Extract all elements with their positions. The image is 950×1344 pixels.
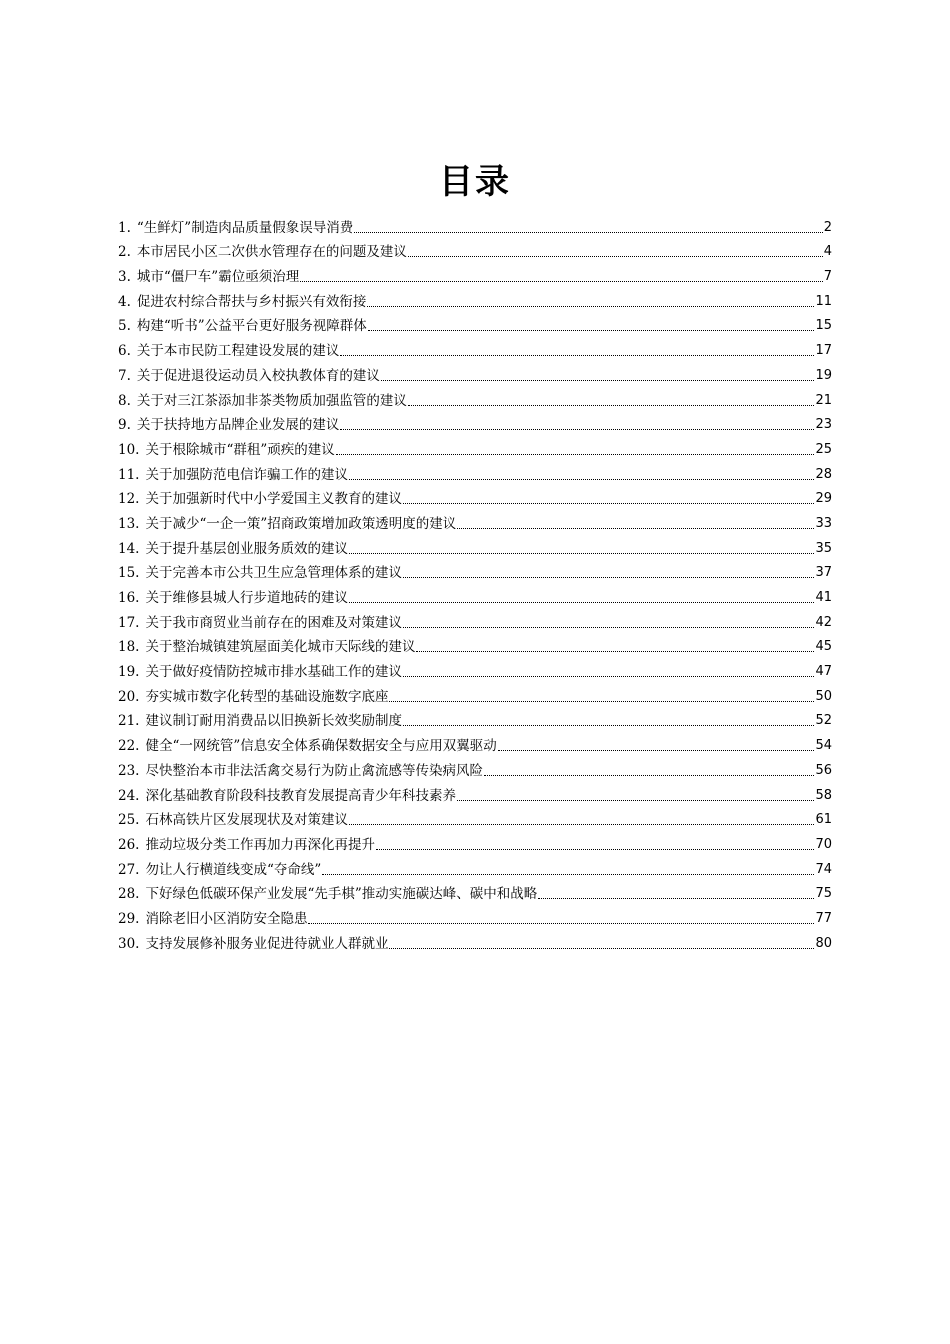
toc-entry-page-number: 80: [815, 935, 832, 951]
toc-entry-title: 本市居民小区二次供水管理存在的问题及建议: [136, 244, 407, 261]
toc-entry-page-number: 70: [815, 836, 832, 852]
toc-entry[interactable]: [118, 459, 832, 484]
toc-dot-leader: [349, 822, 814, 825]
toc-entry-title: 下好绿色低碳环保产业发展“先手棋”推动实施碳达峰、碳中和战略: [145, 886, 538, 903]
toc-entry[interactable]: [118, 484, 832, 509]
toc-entry-page-number: 54: [815, 738, 832, 754]
toc-entry-number: 27.: [118, 861, 140, 878]
toc-entry-number: 14.: [118, 540, 140, 557]
toc-entry-title: 深化基础教育阶段科技教育发展提高青少年科技素养: [145, 787, 456, 804]
toc-entry-page-number: 19: [815, 367, 832, 383]
toc-dot-leader: [336, 452, 815, 455]
toc-dot-leader: [403, 723, 814, 726]
toc-entry-page-number: 25: [815, 441, 832, 457]
toc-entry-title: 关于做好疫情防控城市排水基础工作的建议: [145, 664, 402, 681]
toc-entry-number: 24.: [118, 787, 140, 804]
toc-entry-number: 13.: [118, 515, 140, 532]
toc-entry-number: 28.: [118, 886, 140, 903]
toc-dot-leader: [368, 328, 815, 331]
toc-entry-title: 关于完善本市公共卫生应急管理体系的建议: [145, 565, 402, 582]
toc-entry-title: 关于整治城镇建筑屋面美化城市天际线的建议: [145, 639, 416, 656]
toc-entry[interactable]: [118, 286, 832, 311]
toc-entry-page-number: 74: [815, 861, 832, 877]
toc-dot-leader: [457, 798, 814, 801]
toc-entry-title: 关于促进退役运动员入校执教体育的建议: [136, 367, 380, 384]
toc-entry-number: 16.: [118, 590, 140, 606]
toc-entry[interactable]: [118, 681, 832, 706]
toc-entry-title: 城市“僵尸车”霸位亟须治理: [136, 269, 300, 286]
toc-entry-page-number: 29: [815, 491, 832, 507]
toc-entry-title: 关于我市商贸业当前存在的困难及对策建议: [145, 614, 402, 631]
toc-dot-leader: [381, 378, 815, 381]
toc-entry-number: 4.: [118, 293, 131, 310]
toc-entry-number: 15.: [118, 565, 140, 582]
toc-dot-leader: [416, 649, 814, 652]
toc-entry-title: 消除老旧小区消防安全隐患: [145, 910, 308, 927]
toc-entry-title: 关于提升基层创业服务质效的建议: [145, 540, 348, 557]
toc-dot-leader: [498, 748, 815, 751]
toc-dot-leader: [349, 551, 814, 554]
toc-entry-page-number: 23: [815, 417, 832, 433]
toc-entry-title: 关于加强防范电信诈骗工作的建议: [145, 466, 348, 483]
toc-entry[interactable]: [118, 730, 832, 755]
toc-entry-title: 支持发展修补服务业促进待就业人群就业: [145, 935, 389, 952]
toc-entry[interactable]: [118, 632, 832, 657]
toc-entry-number: 5.: [118, 318, 131, 335]
toc-entry[interactable]: [118, 755, 832, 780]
toc-entry-title: 关于维修县城人行步道地砖的建议: [145, 590, 348, 606]
toc-entry-number: 29.: [118, 910, 140, 927]
toc-dot-leader: [403, 674, 814, 677]
toc-entry-number: 25.: [118, 812, 140, 829]
toc-dot-leader: [340, 427, 814, 430]
toc-entry-page-number: 37: [815, 565, 832, 581]
toc-entry[interactable]: [118, 829, 832, 854]
toc-entry-title: 构建“听书”公益平台更好服务视障群体: [136, 318, 367, 335]
toc-entry-page-number: 33: [815, 515, 832, 531]
toc-entry[interactable]: [118, 879, 832, 904]
toc-entry[interactable]: [118, 410, 832, 435]
toc-dot-leader: [403, 625, 814, 628]
toc-entry-title: 建议制订耐用消费品以旧换新长效奖励制度: [145, 713, 402, 730]
toc-entry-title: 关于减少“一企一策”招商政策增加政策透明度的建议: [145, 515, 457, 532]
toc-entry-number: 23.: [118, 762, 140, 779]
toc-entry[interactable]: [118, 607, 832, 632]
toc-entry-number: 11.: [118, 466, 140, 483]
toc-entry[interactable]: [118, 212, 832, 237]
toc-entry-number: 12.: [118, 491, 140, 508]
toc-entry-page-number: 58: [815, 787, 832, 803]
toc-entry-page-number: 41: [815, 590, 832, 605]
toc-entry-page-number: 77: [815, 910, 832, 926]
toc-entry-number: 20.: [118, 688, 140, 705]
toc-entry-title: 关于加强新时代中小学爱国主义教育的建议: [145, 491, 402, 508]
toc-entry-title: 夯实城市数字化转型的基础设施数字底座: [145, 688, 389, 705]
toc-entry[interactable]: [118, 706, 832, 731]
toc-entry-number: 9.: [118, 417, 131, 434]
toc-entry[interactable]: [118, 385, 832, 410]
toc-entry-number: 30.: [118, 935, 140, 952]
toc-entry-title: 石林高铁片区发展现状及对策建议: [145, 812, 348, 829]
toc-entry-number: 26.: [118, 836, 140, 853]
toc-dot-leader: [308, 921, 814, 924]
toc-entry-title: 尽快整治本市非法活禽交易行为防止禽流感等传染病风险: [145, 762, 483, 779]
toc-dot-leader: [403, 575, 814, 578]
toc-entry[interactable]: [118, 311, 832, 336]
toc-entry-number: 3.: [118, 269, 131, 286]
toc-entry-number: 1.: [118, 219, 131, 236]
toc-entry-page-number: 7: [823, 269, 832, 285]
toc-entry-title: 促进农村综合帮扶与乡村振兴有效衔接: [136, 293, 367, 310]
toc-dot-leader: [322, 872, 814, 875]
toc-dot-leader: [457, 526, 814, 529]
toc-dot-leader: [408, 254, 823, 257]
toc-dot-leader: [389, 699, 814, 702]
toc-entry[interactable]: [118, 805, 832, 830]
toc-entry-page-number: 52: [815, 713, 832, 729]
toc-entry-page-number: 45: [815, 639, 832, 655]
toc-dot-leader: [484, 773, 814, 776]
toc-dot-leader: [376, 847, 814, 850]
toc-entry[interactable]: [118, 335, 832, 360]
toc-entry[interactable]: [118, 434, 832, 459]
toc-entry-page-number: 56: [815, 762, 832, 778]
toc-entry-page-number: 11: [815, 293, 832, 309]
toc-entry-number: 8.: [118, 392, 131, 409]
toc-entry-number: 17.: [118, 614, 140, 631]
toc-entry-title: 健全“一网统管”信息安全体系确保数据安全与应用双翼驱动: [145, 738, 497, 755]
toc-dot-leader: [367, 304, 814, 307]
toc-entry-number: 19.: [118, 664, 140, 681]
toc-entry-page-number: 50: [815, 688, 832, 704]
toc-entry[interactable]: [118, 656, 832, 681]
toc-entry[interactable]: [118, 558, 832, 583]
toc-entry-title: 关于根除城市“群租”顽疾的建议: [145, 441, 335, 458]
toc-dot-leader: [300, 279, 823, 282]
toc-entry-page-number: 47: [815, 664, 832, 680]
toc-dot-leader: [538, 896, 814, 899]
toc-entry-title: “生鲜灯”制造肉品质量假象误导消费: [136, 219, 354, 236]
toc-entry[interactable]: [118, 508, 832, 533]
toc-entry[interactable]: [118, 237, 832, 262]
toc-entry-number: 21.: [118, 713, 140, 730]
toc-entry-page-number: 21: [815, 392, 832, 408]
toc-dot-leader: [349, 477, 814, 480]
toc-entry-number: 10.: [118, 441, 140, 458]
toc-entry-page-number: 61: [815, 812, 832, 828]
toc-entry-number: 2.: [118, 244, 131, 261]
toc-list: [118, 212, 832, 953]
toc-entry[interactable]: [118, 780, 832, 805]
toc-entry-page-number: 15: [815, 318, 832, 334]
toc-entry-title: 关于本市民防工程建设发展的建议: [136, 343, 340, 360]
toc-entry-title: 关于扶持地方品牌企业发展的建议: [136, 417, 340, 434]
toc-entry[interactable]: [118, 360, 832, 385]
toc-entry[interactable]: [118, 261, 832, 286]
toc-entry-page-number: 75: [815, 886, 832, 902]
toc-entry[interactable]: [118, 928, 832, 953]
toc-entry[interactable]: [118, 582, 832, 607]
toc-entry-page-number: 28: [815, 466, 832, 482]
toc-dot-leader: [349, 600, 814, 603]
toc-entry-number: 18.: [118, 639, 140, 656]
toc-entry[interactable]: [118, 533, 832, 558]
toc-entry-title: 勿让人行横道线变成“夺命线”: [145, 861, 322, 878]
toc-entry-number: 22.: [118, 738, 140, 755]
toc-entry-page-number: 2: [823, 219, 832, 235]
toc-dot-leader: [408, 403, 815, 406]
toc-entry-page-number: 4: [823, 244, 832, 260]
toc-entry[interactable]: [118, 903, 832, 928]
toc-dot-leader: [340, 353, 814, 356]
toc-entry-page-number: 35: [815, 540, 832, 556]
toc-entry-title: 关于对三江茶添加非茶类物质加强监管的建议: [136, 392, 407, 409]
toc-dot-leader: [354, 230, 823, 233]
toc-entry-title: 推动垃圾分类工作再加力再深化再提升: [145, 836, 375, 853]
toc-dot-leader: [403, 501, 814, 504]
toc-entry[interactable]: [118, 854, 832, 879]
toc-title: 目录: [439, 162, 511, 202]
toc-entry-page-number: 42: [815, 614, 832, 630]
toc-entry-number: 6.: [118, 343, 131, 360]
toc-entry-page-number: 17: [815, 343, 832, 359]
toc-dot-leader: [389, 946, 814, 949]
toc-entry-number: 7.: [118, 367, 131, 384]
